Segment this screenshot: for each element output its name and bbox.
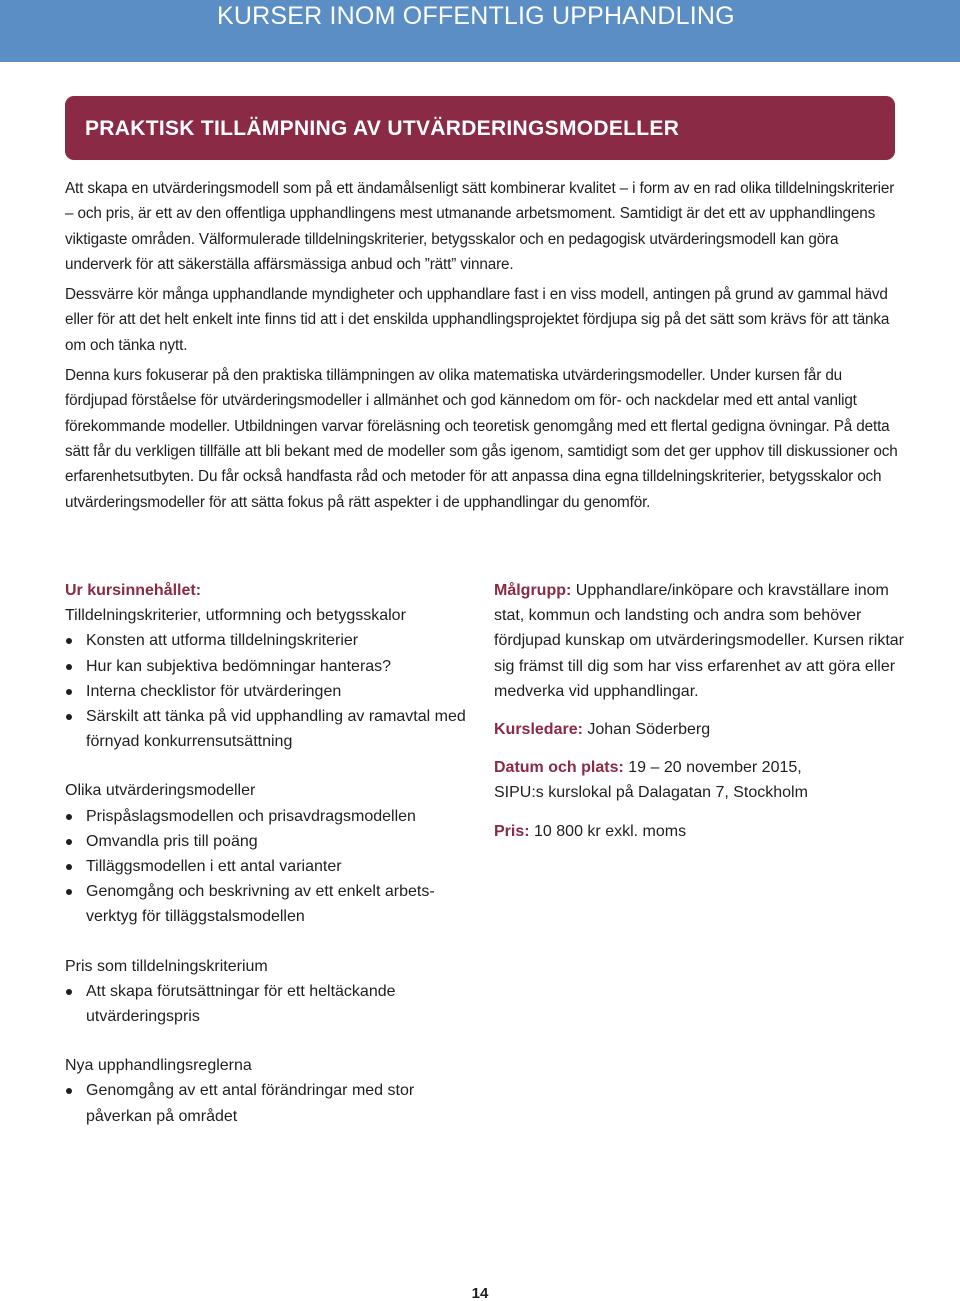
- place-text: SIPU:s kurslokal på Dalagatan 7, Stockholm: [494, 784, 808, 802]
- list-item: Genomgång och beskrivning av ett enkelt arbetsverktyg för tilläggstalsmodellen: [65, 879, 475, 929]
- bullet-list: [65, 804, 475, 930]
- intro-text: [65, 176, 900, 515]
- list-item: Konsten att utforma tilldelningskriterier: [65, 628, 475, 653]
- target-group-text: Upphandlare/inköpare och kravställare inom stat, kommun och landsting och andra som behöver fördjupad kunskap om utvärderingsmodeller. Kursen riktar sig främst till dig som har viss erfarenhet av att göra eller medverka vid upphandlingar.: [494, 582, 904, 700]
- intro-paragraph: Dessvärre kör många upphandlande myndigheter och upphandlare fast i en viss modell, antingen på grund av gammal hävd eller för att det helt enkelt inte finns tid att i det enskilda upphandlingsprojektet fördjupa sig på det sätt som krävs för att tänka om och tänka nytt.: [65, 286, 890, 354]
- price: [494, 819, 904, 844]
- price-text: 10 800 kr exkl. moms: [534, 822, 687, 840]
- intro-paragraph: Att skapa en utvärderingsmodell som på ett ändamålsenligt sätt kombinerar kvalitet – i form av en rad olika tilldelningskriterier – och pris, är ett av den offentliga upphandlingens mest utmanande arbetsmoment. Samtidigt är det ett av upphandlingens viktigaste områden. Välformulerade tilldelningskriterier, betygsskalor och en pedagogisk utvärderingsmodell kan göra underverk för att säkerställa affärsmässiga anbud och ”rätt” vinnare.: [65, 180, 895, 273]
- section-title: PRAKTISK TILLÄMPNING AV UTVÄRDERINGSMODELLER: [85, 117, 680, 140]
- content-group: [65, 1053, 475, 1129]
- content-group-title: Pris som tilldelningskriterium: [65, 957, 268, 975]
- bullet-list: [65, 979, 475, 1029]
- course-leader-label: Kursledare:: [494, 721, 583, 739]
- page-number: 14: [471, 1285, 489, 1301]
- course-leader-name: Johan Söderberg: [587, 721, 711, 739]
- date-and-place: [494, 755, 904, 805]
- top-banner: [0, 0, 960, 62]
- content-group: [65, 603, 475, 754]
- date-and-place-label: Datum och plats:: [494, 759, 624, 777]
- course-content: [65, 578, 475, 1153]
- intro-paragraph: Denna kurs fokuserar på den praktiska tillämpningen av olika matematiska utvärderingsmodeller. Under kursen får du fördjupad förståelse för utvärderingsmodeller i allmänhet och god kännedom om för- och nackdelar med ett antal vanligt förekommande modeller. Utbildningen varvar föreläsning och teoretisk genomgång med ett flertal gedigna övningar. På detta sätt får du verkligen tillfälle att bli bekant med de modeller som gås igenom, samtidigt som det ger upphov till diskussioner och erfarenhetsutbyten. Du får också handfasta råd och metoder för att anpassa dina egna tilldelningskriterier, betygsskalor och utvärderingsmodeller för att sätta fokus på rätt aspekter i de upphandlingar du genomför.: [65, 367, 898, 511]
- list-item: Särskilt att tänka på vid upphandling av ramavtal med förnyad konkurrensutsättning: [65, 704, 475, 754]
- content-group-title: Olika utvärderingsmodeller: [65, 782, 256, 800]
- list-item: Hur kan subjektiva bedömningar hanteras?: [65, 654, 475, 679]
- date-text: 19 – 20 november 2015,: [628, 759, 802, 777]
- course-content-heading: Ur kursinnehållet:: [65, 582, 202, 599]
- list-item: Tilläggsmodellen i ett antal varianter: [65, 854, 475, 879]
- list-item: Prispåslagsmodellen och prisavdragsmodellen: [65, 804, 475, 829]
- section-header: [65, 96, 895, 160]
- target-group-label: Målgrupp:: [494, 582, 572, 599]
- list-item: Interna checklistor för utvärderingen: [65, 679, 475, 704]
- course-info: [494, 578, 904, 857]
- content-group-title: Tilldelningskriterier, utformning och betygsskalor: [65, 607, 406, 625]
- target-group: [494, 578, 904, 704]
- bullet-list: [65, 1078, 475, 1128]
- content-group-title: Nya upphandlingsreglerna: [65, 1057, 252, 1075]
- banner-title: KURSER INOM OFFENTLIG UPPHANDLING: [217, 2, 735, 30]
- price-label: Pris:: [494, 822, 530, 840]
- course-leader: [494, 717, 904, 742]
- content-group: [65, 954, 475, 1030]
- list-item: Genomgång av ett antal förändringar med stor påverkan på området: [65, 1078, 475, 1128]
- list-item: Omvandla pris till poäng: [65, 829, 475, 854]
- bullet-list: [65, 628, 475, 754]
- content-group: [65, 778, 475, 929]
- list-item: Att skapa förutsättningar för ett heltäckande utvärderingspris: [65, 979, 475, 1029]
